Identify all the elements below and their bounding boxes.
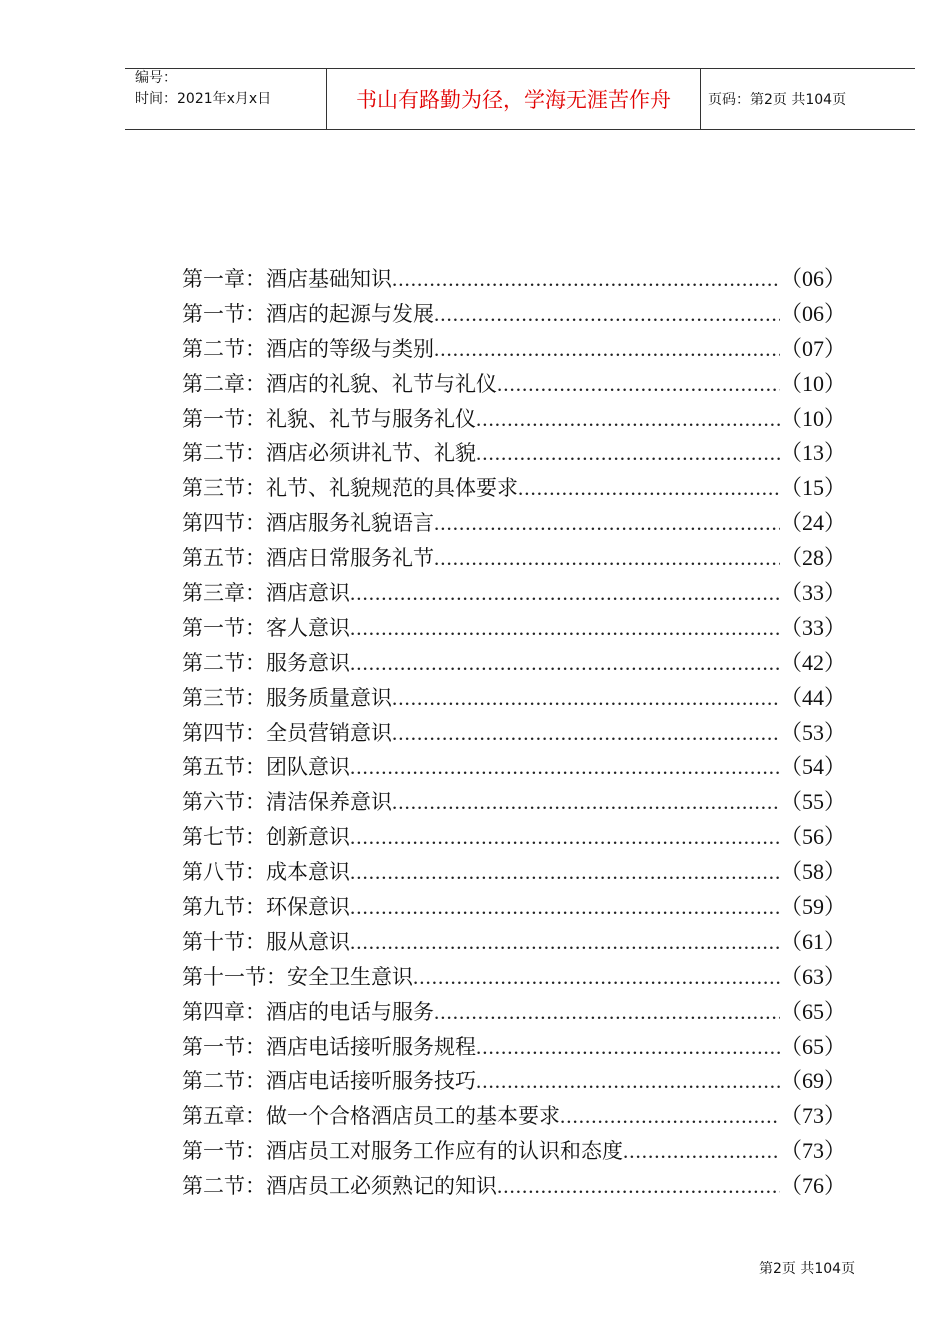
header-page-label: 页码：第2页 共104页 [708, 92, 847, 108]
toc-entry[interactable] [182, 471, 846, 506]
toc-page-number: （13） [779, 440, 846, 466]
toc-page-number: （10） [779, 405, 846, 431]
toc-title: 第一节：酒店电话接听服务规程 [182, 1034, 476, 1059]
toc-leader [560, 1099, 780, 1134]
toc-page-number: （24） [779, 510, 846, 536]
toc-page-number: （65） [779, 998, 846, 1024]
toc-entry[interactable] [182, 1134, 846, 1169]
toc-page-number: （59） [779, 894, 846, 920]
page-footer: 第2页 共104页 [759, 1261, 856, 1277]
toc-entry[interactable] [182, 436, 846, 471]
toc-leader [434, 297, 780, 332]
toc-title: 第五节：酒店日常服务礼节 [182, 546, 434, 571]
toc-entry[interactable] [182, 646, 846, 681]
toc-page-number: （42） [779, 649, 846, 675]
toc-leader [350, 890, 780, 925]
toc-entry[interactable] [182, 995, 846, 1030]
toc-entry[interactable] [182, 402, 846, 437]
toc-entry[interactable] [182, 890, 846, 925]
toc-title: 第四章：酒店的电话与服务 [182, 999, 434, 1024]
toc-title: 第三节：服务质量意识 [182, 685, 392, 710]
toc-leader [392, 716, 780, 751]
toc-leader [497, 367, 780, 402]
toc-entry[interactable] [182, 1030, 846, 1065]
toc-leader [392, 785, 780, 820]
toc-page-number: （76） [779, 1173, 846, 1199]
table-of-contents [182, 262, 846, 1204]
toc-leader [497, 1169, 780, 1204]
toc-page-number: （07） [779, 335, 846, 361]
toc-title: 第二节：酒店必须讲礼节、礼貌 [182, 441, 476, 466]
toc-page-number: （69） [779, 1068, 846, 1094]
toc-title: 第五节：团队意识 [182, 755, 350, 780]
toc-leader [518, 471, 780, 506]
toc-leader [434, 506, 780, 541]
toc-entry[interactable] [182, 576, 846, 611]
toc-title: 第三章：酒店意识 [182, 581, 350, 606]
toc-page-number: （06） [779, 266, 846, 291]
toc-page-number: （33） [779, 580, 846, 606]
toc-entry[interactable] [182, 1064, 846, 1099]
toc-title: 第二章：酒店的礼貌、礼节与礼仪 [182, 371, 497, 396]
toc-page-number: （55） [779, 789, 846, 815]
toc-title: 第十一节：安全卫生意识 [182, 964, 413, 989]
toc-page-number: （28） [779, 545, 846, 571]
toc-title: 第一节：酒店的起源与发展 [182, 301, 434, 326]
toc-entry[interactable] [182, 541, 846, 576]
toc-title: 第五章：做一个合格酒店员工的基本要求 [182, 1104, 560, 1129]
toc-entry[interactable] [182, 367, 846, 402]
toc-page-number: （10） [779, 370, 846, 396]
toc-leader [350, 611, 780, 646]
toc-entry[interactable] [182, 1169, 846, 1204]
toc-page-number: （06） [779, 300, 846, 326]
toc-entry[interactable] [182, 1099, 846, 1134]
toc-title: 第二节：酒店员工必须熟记的知识 [182, 1174, 497, 1199]
toc-entry[interactable] [182, 750, 846, 785]
toc-entry[interactable] [182, 925, 846, 960]
toc-entry[interactable] [182, 716, 846, 751]
toc-title: 第八节：成本意识 [182, 860, 350, 885]
toc-page-number: （33） [779, 614, 846, 640]
toc-leader [350, 925, 780, 960]
toc-leader [434, 332, 780, 367]
toc-entry[interactable] [182, 506, 846, 541]
toc-title: 第三节：礼节、礼貌规范的具体要求 [182, 476, 518, 501]
toc-leader [434, 995, 780, 1030]
toc-title: 第四节：酒店服务礼貌语言 [182, 511, 434, 536]
toc-leader [350, 750, 780, 785]
header-motto: 书山有路勤为径，学海无涯苦作舟 [356, 88, 671, 112]
toc-entry[interactable] [182, 262, 846, 297]
header-number-label: 编号： [135, 70, 177, 86]
toc-page-number: （61） [779, 928, 846, 954]
toc-page-number: （73） [779, 1138, 846, 1164]
header-divider [700, 69, 701, 129]
toc-leader [476, 1030, 780, 1065]
toc-leader [413, 960, 780, 995]
toc-leader [476, 436, 780, 471]
toc-title: 第二节：酒店的等级与类别 [182, 336, 434, 361]
toc-leader [434, 541, 780, 576]
toc-leader [476, 402, 780, 437]
toc-leader [350, 855, 780, 890]
toc-entry[interactable] [182, 297, 846, 332]
toc-leader [623, 1134, 780, 1169]
toc-entry[interactable] [182, 681, 846, 716]
toc-leader [392, 262, 780, 297]
toc-page-number: （63） [779, 963, 846, 989]
toc-entry[interactable] [182, 960, 846, 995]
toc-title: 第一节：酒店员工对服务工作应有的认识和态度 [182, 1139, 623, 1164]
toc-leader [392, 681, 780, 716]
toc-title: 第一章：酒店基础知识 [182, 267, 392, 291]
toc-title: 第十节：服从意识 [182, 929, 350, 954]
toc-entry[interactable] [182, 855, 846, 890]
toc-leader [350, 820, 780, 855]
header-meta [135, 69, 325, 110]
toc-title: 第二节：酒店电话接听服务技巧 [182, 1069, 476, 1094]
toc-title: 第四节：全员营销意识 [182, 720, 392, 745]
toc-entry[interactable] [182, 611, 846, 646]
toc-title: 第六节：清洁保养意识 [182, 790, 392, 815]
toc-page-number: （56） [779, 824, 846, 850]
toc-page-number: （15） [779, 475, 846, 501]
toc-page-number: （53） [779, 719, 846, 745]
toc-entry[interactable] [182, 332, 846, 367]
page-header [125, 68, 915, 130]
toc-page-number: （54） [779, 754, 846, 780]
toc-page-number: （58） [779, 859, 846, 885]
toc-entry[interactable] [182, 820, 846, 855]
toc-page-number: （44） [779, 684, 846, 710]
toc-page-number: （65） [779, 1033, 846, 1059]
toc-leader [476, 1064, 780, 1099]
toc-entry[interactable] [182, 785, 846, 820]
toc-leader [350, 576, 780, 611]
toc-title: 第九节：环保意识 [182, 895, 350, 920]
toc-title: 第七节：创新意识 [182, 825, 350, 850]
toc-title: 第一节：礼貌、礼节与服务礼仪 [182, 406, 476, 431]
header-time-label: 时间：2021年x月x日 [135, 91, 272, 107]
toc-leader [350, 646, 780, 681]
toc-title: 第一节：客人意识 [182, 615, 350, 640]
toc-title: 第二节：服务意识 [182, 650, 350, 675]
toc-page-number: （73） [779, 1103, 846, 1129]
